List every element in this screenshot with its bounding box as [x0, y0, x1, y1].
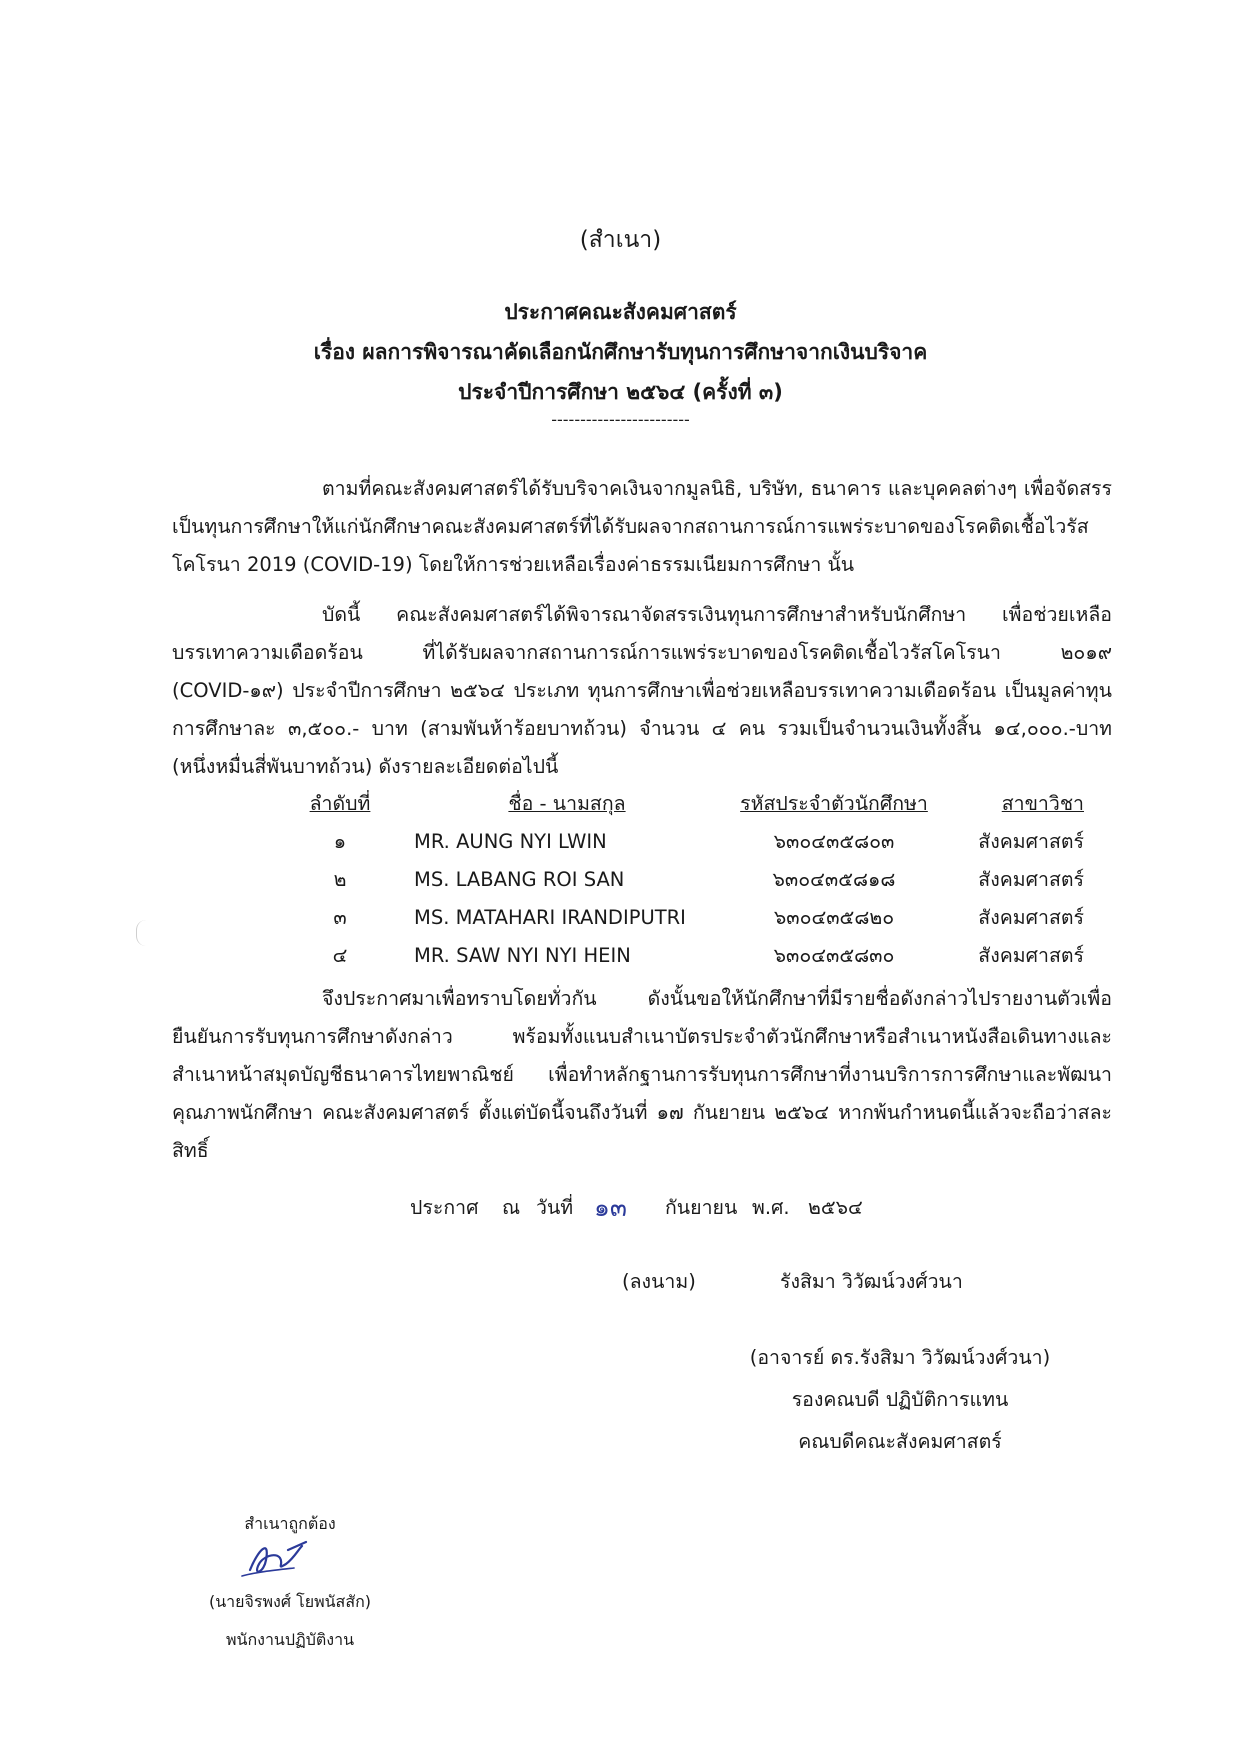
certifier-name: (นายจิรพงศ์ โยพนัสสัก) — [208, 1592, 372, 1611]
handwritten-day: ๑๓ — [594, 1193, 627, 1222]
header-student-id: รหัสประจำตัวนักศึกษา — [740, 791, 928, 815]
row-major: สังคมศาสตร์ — [978, 905, 1084, 929]
paragraph-3-text: จึงประกาศมาเพื่อทราบโดยทั่วกัน ดังนั้นขอให้นักศึกษาที่มีรายชื่อดังกล่าวไปรายงานตัวเพื่อยืนยันการรับทุนการศึกษาดังกล่าว พร้อมทั้งแนบสำเนาบัตรประจำตัวนักศึกษาหรือสำเนาหนังสือเดินทางและสำเนาหน้าสมุดบัญชีธนาคารไทยพาณิชย์ เพื่อทำหลักฐานการรับทุนการศึกษาที่งานบริการการศึกษาและพัฒนาคุณภาพนักศึกษา คณะสังคมศาสตร์ ตั้งแต่บัดนี้จนถึงวันที่ ๑๗ กันยายน ๒๕๖๔ หากพ้นกำหนดนี้แล้วจะถือว่าสละสิทธิ์ — [172, 987, 1112, 1162]
handwritten-signature — [236, 1530, 316, 1582]
announcement-year: ๒๕๖๔ — [808, 1196, 863, 1219]
title-line-1: ประกาศคณะสังคมศาสตร์ — [504, 300, 737, 324]
header-no: ลำดับที่ — [309, 791, 371, 815]
row-major: สังคมศาสตร์ — [978, 943, 1084, 967]
announcement-era: พ.ศ. — [752, 1196, 790, 1219]
header-major: สาขาวิชา — [1001, 791, 1084, 815]
row-no: ๒ — [333, 867, 347, 891]
row-no: ๓ — [333, 905, 347, 929]
table-row — [280, 936, 1084, 974]
recipients-table — [280, 784, 1084, 974]
row-major: สังคมศาสตร์ — [978, 867, 1084, 891]
table-header-row — [280, 784, 1084, 822]
signatory-full-name: (อาจารย์ ดร.รังสิมา วิวัฒน์วงศ์วนา) — [749, 1346, 1051, 1369]
copy-label: (สำเนา) — [579, 227, 662, 253]
row-name: MR. SAW NYI NYI HEIN — [414, 943, 631, 967]
row-major: สังคมศาสตร์ — [978, 829, 1084, 853]
signed-name: รังสิมา วิวัฒน์วงศ์วนา — [780, 1270, 963, 1293]
signed-label: (ลงนาม) — [622, 1270, 696, 1293]
table-row — [280, 860, 1084, 898]
paragraph-2 — [172, 596, 1112, 786]
row-no: ๑ — [333, 829, 347, 853]
announcement-month: กันยายน — [665, 1196, 738, 1219]
scan-margin-mark — [136, 920, 147, 946]
row-name: MS. MATAHARI IRANDIPUTRI — [414, 905, 686, 929]
header-name: ชื่อ - นามสกุล — [508, 791, 626, 815]
table-row — [280, 898, 1084, 936]
signatory-position-1: รองคณบดี ปฏิบัติการแทน — [791, 1388, 1009, 1411]
certifier-position: พนักงานปฏิบัติงาน — [225, 1630, 355, 1649]
paragraph-1 — [172, 470, 1112, 584]
certified-copy-label: สำเนาถูกต้อง — [244, 1514, 336, 1533]
paragraph-1-text: ตามที่คณะสังคมศาสตร์ได้รับบริจาคเงินจากมูลนิธิ, บริษัท, ธนาคาร และบุคคลต่างๆ เพื่อจัดสรรเป็นทุนการศึกษาให้แก่นักศึกษาคณะสังคมศาสตร์ที่ได้รับผลจากสถานการณ์การแพร่ระบาดของโรคติดเชื้อไวรัสโคโรนา 2019 (COVID-19) โดยให้การช่วยเหลือเรื่องค่าธรรมเนียมการศึกษา นั้น — [172, 477, 1112, 576]
table-row — [280, 822, 1084, 860]
row-no: ๔ — [332, 943, 348, 967]
row-student-id: ๖๓๐๔๓๕๘๓๐ — [773, 943, 895, 967]
paragraph-3 — [172, 980, 1112, 1170]
row-student-id: ๖๓๐๔๓๕๘๐๓ — [773, 829, 895, 853]
row-student-id: ๖๓๐๔๓๕๘๑๘ — [772, 867, 896, 891]
row-student-id: ๖๓๐๔๓๕๘๒๐ — [773, 905, 895, 929]
title-separator: ------------------------ — [551, 410, 690, 429]
signatory-position-2: คณบดีคณะสังคมศาสตร์ — [798, 1430, 1002, 1453]
title-line-2: เรื่อง ผลการพิจารณาคัดเลือกนักศึกษารับทุนการศึกษาจากเงินบริจาค — [313, 340, 928, 364]
row-name: MR. AUNG NYI LWIN — [414, 829, 607, 853]
announcement-at: ณ — [502, 1196, 521, 1219]
announcement-prefix: ประกาศ — [410, 1196, 479, 1219]
paragraph-2-text: บัดนี้ คณะสังคมศาสตร์ได้พิจารณาจัดสรรเงินทุนการศึกษาสำหรับนักศึกษา เพื่อช่วยเหลือบรรเทาความเดือดร้อน ที่ได้รับผลจากสถานการณ์การแพร่ระบาดของโรคติดเชื้อไวรัสโคโรนา ๒๐๑๙ (COVID-๑๙) ประจำปีการศึกษา ๒๕๖๔ ประเภท ทุนการศึกษาเพื่อช่วยเหลือบรรเทาความเดือดร้อน เป็นมูลค่าทุนการศึกษาละ ๓,๕๐๐.- บาท (สามพันห้าร้อยบาทถ้วน) จำนวน ๔ คน รวมเป็นจำนวนเงินทั้งสิ้น ๑๔,๐๐๐.-บาท (หนึ่งหมื่นสี่พันบาทถ้วน) ดังรายละเอียดต่อไปนี้ — [172, 603, 1112, 778]
title-line-3: ประจำปีการศึกษา ๒๕๖๔ (ครั้งที่ ๓) — [458, 380, 783, 404]
announcement-day-label: วันที่ — [536, 1196, 574, 1219]
row-name: MS. LABANG ROI SAN — [414, 867, 625, 891]
